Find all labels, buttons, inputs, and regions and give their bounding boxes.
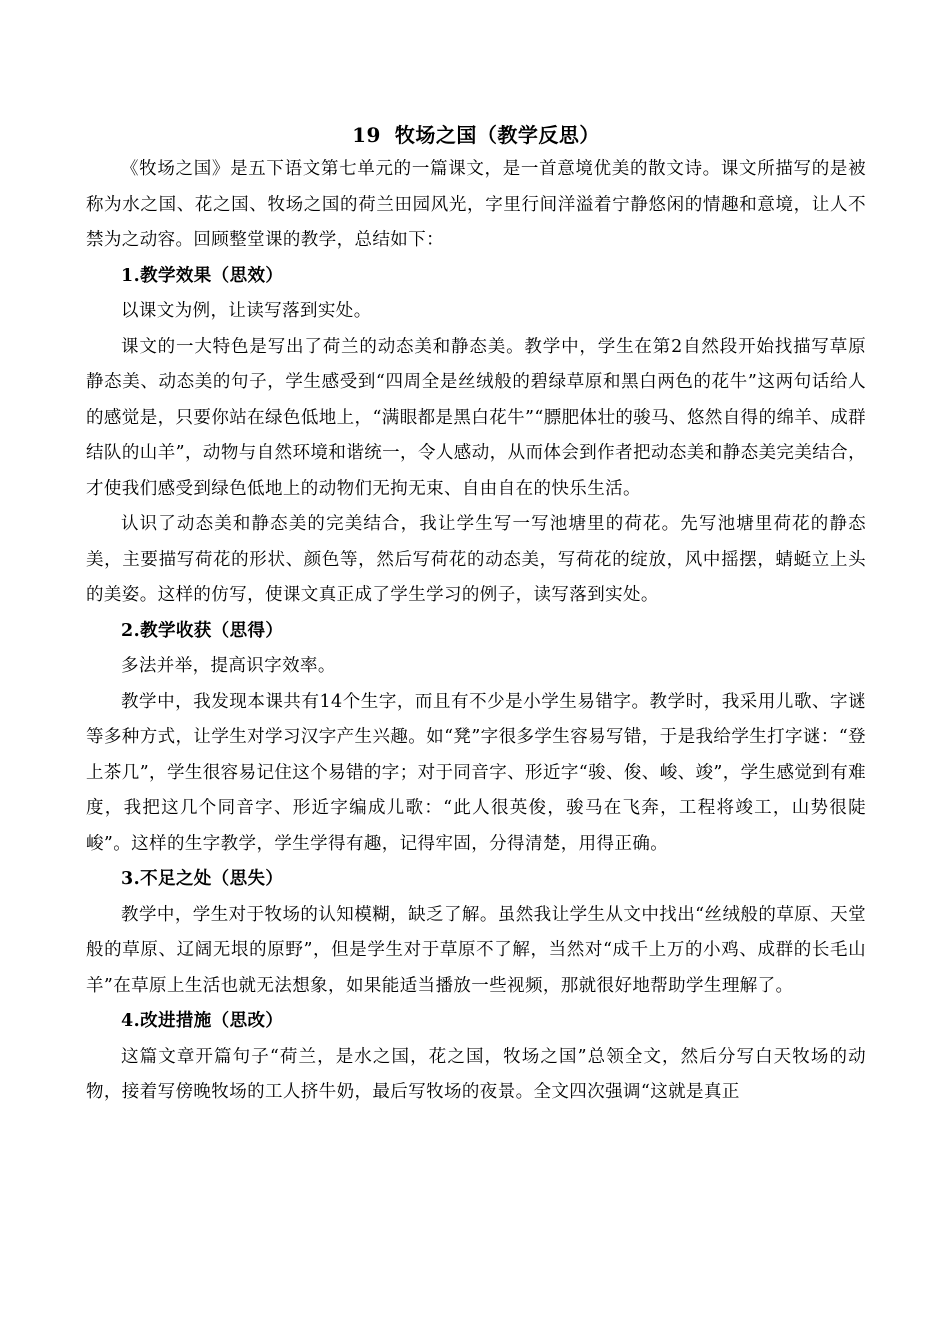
section-paragraph: 认识了动态美和静态美的完美结合，我让学生写一写池塘里的荷花。先写池塘里荷花的静态美，主要描写荷花的形状、颜色等，然后写荷花的动态美，写荷花的绽放，风中摇摆，蜻蜓立上头的美姿。这样的仿写，使课文真正成了学生学习的例子，读写落到实处。	[86, 514, 866, 605]
section-heading: 2.教学收获（思得）	[121, 620, 284, 641]
section-heading: 3.不足之处（思失）	[121, 869, 284, 889]
section-paragraph: 这篇文章开篇句子“荷兰，是水之国，花之国，牧场之国”总领全文，然后分写白天牧场的动物，接着写傍晚牧场的工人挤牛奶，最后写牧场的夜景。全文四次强调“这就是真正	[86, 1046, 866, 1102]
section-shortcoming	[86, 862, 866, 1004]
lesson-title: 牧场之国（教学反思）	[394, 123, 600, 147]
section-paragraph: 教学中，我发现本课共有14个生字，而且有不少是小学生易错字。教学时，我采用儿歌、字谜等多种方式，让学生对学习汉字产生兴趣。如“凳”字很多学生容易写错，于是我给学生打字谜：“登上茶几”，学生很容易记住这个易错的字；对于同音字、形近字“骏、俊、峻、竣”，学生感觉到有难度，我把这几个同音字、形近字编成儿歌：“此人很英俊，骏马在飞奔，工程将竣工，山势很陡峻”。这样的生字教学，学生学得有趣，记得牢固，分得清楚，用得正确。	[86, 691, 866, 854]
section-paragraph: 以课文为例，让读写落到实处。	[121, 301, 372, 321]
section-heading: 1.教学效果（思效）	[121, 265, 284, 286]
section-heading: 4.改进措施（思改）	[121, 1011, 284, 1031]
document-page	[86, 118, 866, 1111]
section-gain	[86, 614, 866, 863]
section-paragraph: 课文的一大特色是写出了荷兰的动态美和静态美。教学中，学生在第2自然段开始找描写草原静态美、动态美的句子，学生感受到“四周全是丝绒般的碧绿草原和黑白两色的花牛”这两句话给人的感觉是，只要你站在绿色低地上，“满眼都是黑白花牛”“膘肥体壮的骏马、悠然自得的绵羊、成群结队的山羊”，动物与自然环境和谐统一，令人感动，从而体会到作者把动态美和静态美完美结合，才使我们感受到绿色低地上的动物们无拘无束、自由自在的快乐生活。	[86, 336, 866, 499]
lesson-number: 19	[352, 123, 381, 147]
section-effect	[86, 259, 866, 614]
section-improvement	[86, 1004, 866, 1111]
page-title	[86, 118, 866, 152]
section-paragraph: 教学中，学生对于牧场的认知模糊，缺乏了解。虽然我让学生从文中找出“丝绒般的草原、天堂般的草原、辽阔无垠的原野”，但是学生对于草原不了解，当然对“成千上万的小鸡、成群的长毛山羊”在草原上生活也就无法想象，如果能适当播放一些视频，那就很好地帮助学生理解了。	[86, 904, 866, 996]
section-paragraph: 多法并举，提高识字效率。	[121, 656, 336, 676]
intro-paragraph: 《牧场之国》是五下语文第七单元的一篇课文，是一首意境优美的散文诗。课文所描写的是被称为水之国、花之国、牧场之国的荷兰田园风光，字里行间洋溢着宁静悠闲的情趣和意境，让人不禁为之动容。回顾整堂课的教学，总结如下：	[86, 159, 866, 250]
